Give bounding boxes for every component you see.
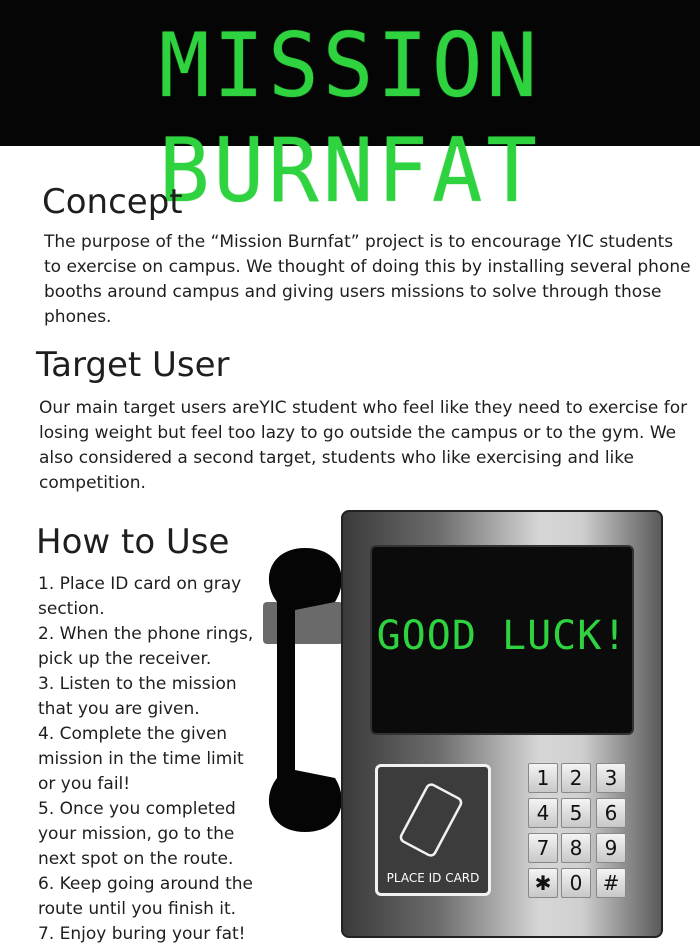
step-line: next spot on the route. (38, 849, 234, 869)
step-line: or you fail! (38, 774, 131, 794)
key-5[interactable]: 5 (561, 798, 591, 828)
screen-text: GOOD LUCK! (376, 613, 628, 659)
key-hash[interactable]: # (596, 868, 626, 898)
phone-receiver-icon (255, 540, 355, 840)
target-line-4: competition. (39, 473, 146, 493)
key-6[interactable]: 6 (596, 798, 626, 828)
card-label: PLACE ID CARD (386, 871, 480, 885)
step-line: that you are given. (38, 699, 200, 719)
key-2[interactable]: 2 (561, 763, 591, 793)
target-line-2: losing weight but feel too lazy to go outside the campus or to the gym. We (39, 423, 677, 443)
id-card-icon (398, 782, 468, 872)
concept-heading: Concept (42, 182, 183, 222)
key-8[interactable]: 8 (561, 833, 591, 863)
step-line: route until you finish it. (38, 899, 237, 919)
key-0[interactable]: 0 (561, 868, 591, 898)
key-9[interactable]: 9 (596, 833, 626, 863)
howto-steps (38, 572, 268, 947)
concept-line-4: phones. (44, 307, 112, 327)
key-3[interactable]: 3 (596, 763, 626, 793)
howto-heading: How to Use (36, 522, 230, 562)
concept-line-3: booths around campus and giving users missions to solve through those (44, 282, 662, 302)
target-line-1: Our main target users areYIC student who feel like they need to exercise for (39, 398, 688, 418)
target-heading: Target User (36, 345, 230, 385)
step-line: pick up the receiver. (38, 649, 212, 669)
step-line: section. (38, 599, 105, 619)
banner-title: MISSION BURNFAT (158, 14, 541, 222)
step-line: 7. Enjoy buring your fat! (38, 924, 246, 944)
key-4[interactable]: 4 (528, 798, 558, 828)
step-line: your mission, go to the (38, 824, 235, 844)
key-star[interactable]: ✱ (528, 868, 558, 898)
key-7[interactable]: 7 (528, 833, 558, 863)
target-line-3: also considered a second target, students who like exercising and like (39, 448, 634, 468)
key-1[interactable]: 1 (528, 763, 558, 793)
step-line: mission in the time limit (38, 749, 244, 769)
concept-line-1: The purpose of the “Mission Burnfat” project is to encourage YIC students (44, 232, 674, 252)
step-line: 3. Listen to the mission (38, 674, 237, 694)
step-line: 4. Complete the given (38, 724, 228, 744)
step-line: 6. Keep going around the (38, 874, 253, 894)
concept-line-2: to exercise on campus. We thought of doing this by installing several phone (44, 257, 691, 277)
step-line: 2. When the phone rings, (38, 624, 254, 644)
step-line: 5. Once you completed (38, 799, 236, 819)
step-line: 1. Place ID card on gray (38, 574, 242, 594)
receiver-handle (269, 548, 342, 832)
